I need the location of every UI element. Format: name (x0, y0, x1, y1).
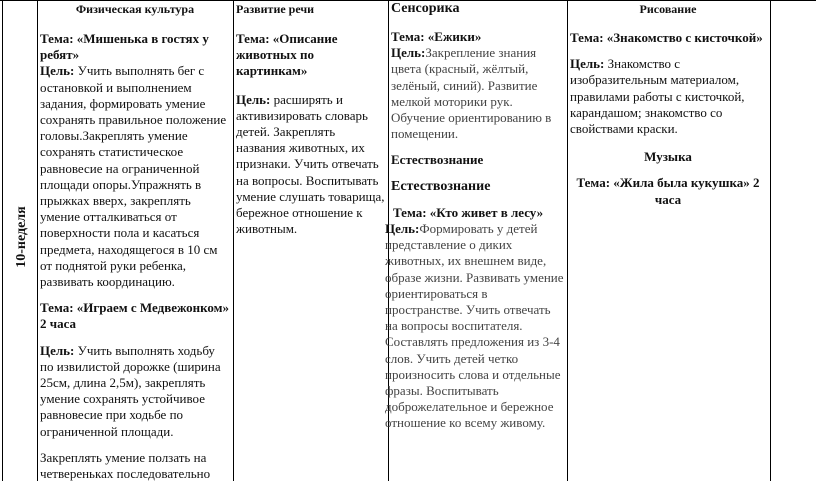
week-label: 10-неделя (14, 206, 29, 268)
column-header: Сенсорика (391, 1, 460, 16)
goal-label: Цель: (391, 45, 426, 61)
goal-body: Учить выполнять бег с остановкой и выполнением задания, формировать умение сохранять правильное положение головы.Закреплять умение сохранять статистическое равновесие на ограниченной площади опоры.Упражнять в прыжках вверх, закреплять умение отталкиваться от поверхности пола и касаться предмета, находящегося в 10 см от поднятой руки ребенка, развивать координацию. (40, 63, 227, 290)
theme-title: Тема: «Мишенька в гостях у ребят» (40, 31, 209, 63)
theme-title: Тема: «Ежики» (391, 29, 482, 44)
goal-label: Цель: (236, 91, 271, 107)
theme-title: Тема: «Описание животных по картинкам» (236, 31, 338, 79)
goal-text (236, 92, 386, 238)
column-drawing (570, 0, 766, 208)
goal-label: Цель: (570, 56, 605, 72)
column-speech-development (236, 0, 386, 237)
column-physical-education (40, 0, 230, 482)
column-sensory (385, 0, 565, 432)
table-divider (37, 0, 38, 481)
theme-title: Тема: «Кто живет в лесу» (393, 204, 544, 220)
goal-body: Закрепление знания цвета (красный, жёлтый, зелёный, синий). Развитие мелкой моторики рук. Обучение ориентированию в помещении. (391, 45, 552, 142)
column-header: Рисование (639, 2, 697, 16)
goal-label: Цель: (40, 63, 75, 79)
theme-title: Тема: «Жила была кукушка» 2 часа (576, 175, 760, 207)
table-border-left (2, 0, 3, 481)
section-header: Музыка (644, 149, 692, 165)
goal-text (391, 45, 565, 142)
table-divider (770, 0, 771, 481)
goal-label: Цель: (40, 342, 75, 358)
theme-title: Тема: «Играем с Медвежонком» 2 часа (40, 300, 230, 332)
table-divider (567, 0, 568, 481)
goal-label: Цель: (385, 221, 420, 237)
section-header: Естествознание (391, 152, 484, 168)
goal-body: Знакомство с изобразительным материалом, правилами работы с кисточкой, карандашом; знакомство со свойствами краски. (570, 56, 745, 137)
goal-body: расширять и активизировать словарь детей. Закреплять названия животных, их признаки. Учить отвечать на вопросы. Воспитывать умение слушать товарища, бережное отношение к животным. (236, 91, 385, 237)
section-header: Естествознание (391, 178, 491, 194)
theme-title: Тема: «Знакомство с кисточкой» (570, 30, 763, 45)
table-divider (233, 0, 234, 481)
goal-text (40, 343, 230, 440)
goal-text (570, 56, 766, 137)
goal-text (40, 63, 230, 290)
goal-body: Формировать у детей представление о диких животных, их внешнем виде, образе жизни. Развивать умение ориентироваться в пространстве. Учить отвечать на вопросы воспитателя. Составлять предложения из 3-4 слов. Учить детей четко произносить слова и отдельные фразы. Воспитывать доброжелательное и бережное отношение ко всему живому. (385, 221, 564, 431)
column-header: Физическая культура (75, 2, 195, 16)
goal-text (385, 221, 565, 432)
goal-body: Учить выполнять ходьбу по извилистой дорожке (ширина 25см, длина 2,5м), закреплять умение сохранять устойчивое равновесие при ходьбе по ограниченной площади. (40, 342, 221, 439)
paragraph: Закреплять умение ползать на четвереньках последовательно (40, 449, 211, 482)
column-header: Развитие речи (236, 2, 315, 16)
